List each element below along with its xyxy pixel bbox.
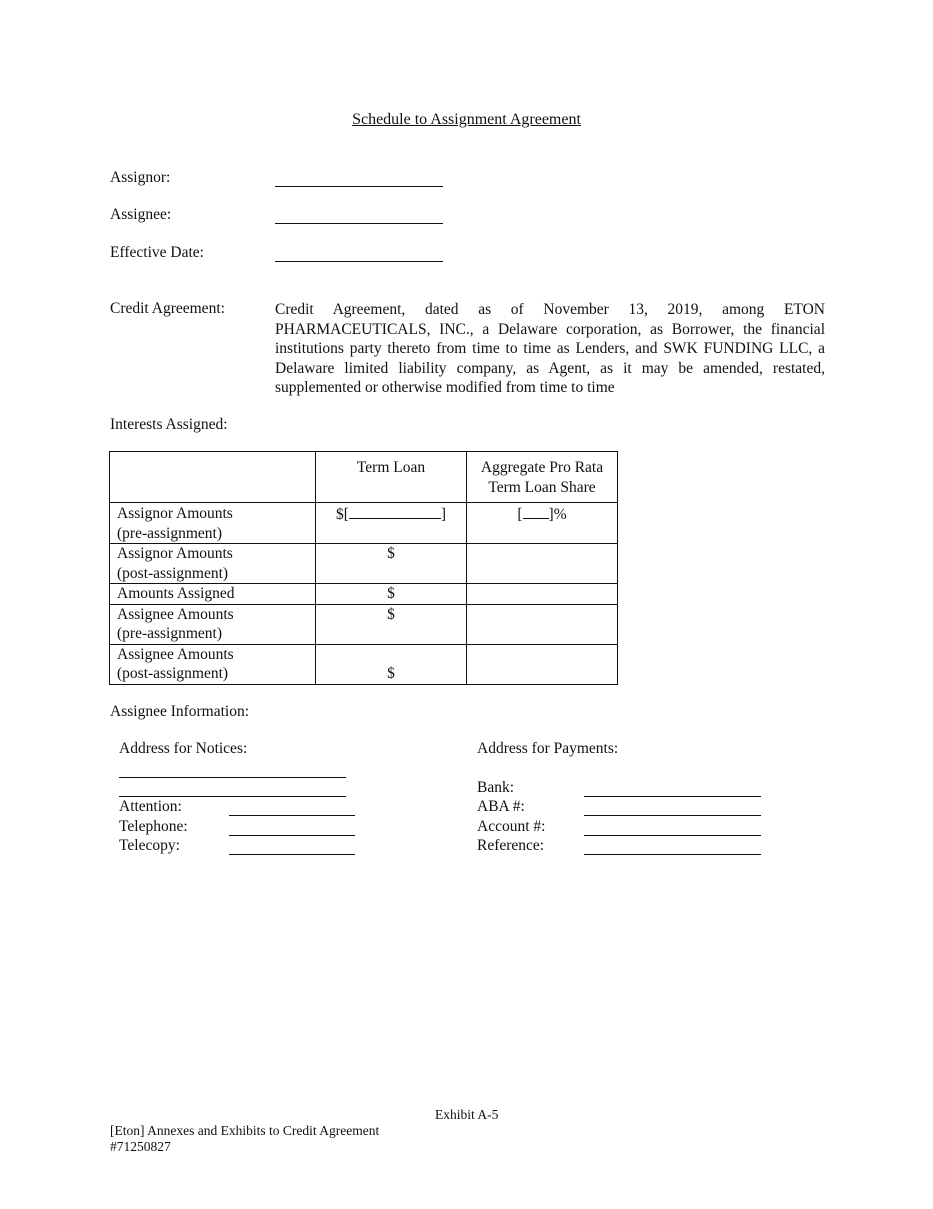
row-label — [110, 604, 316, 644]
header-blank — [110, 452, 316, 503]
header-term-loan: Term Loan — [316, 452, 467, 503]
table-row — [110, 644, 618, 684]
effective-date-label: Effective Date: — [110, 244, 204, 261]
table-row — [110, 544, 618, 584]
account-field[interactable] — [584, 835, 761, 836]
table-row — [110, 503, 618, 544]
account-label: Account #: — [477, 818, 546, 835]
assignee-field[interactable] — [275, 223, 443, 224]
exhibit-number: Exhibit A-5 — [435, 1107, 499, 1122]
term-loan-cell[interactable]: $ — [316, 584, 467, 605]
footer-doc-name: [Eton] Annexes and Exhibits to Credit Agreement — [110, 1123, 380, 1138]
share-cell[interactable] — [467, 584, 618, 605]
table-header-row — [110, 452, 618, 503]
page-title: Schedule to Assignment Agreement — [352, 111, 581, 128]
attention-label: Attention: — [119, 798, 182, 815]
share-cell[interactable] — [467, 644, 618, 684]
aba-label: ABA #: — [477, 798, 525, 815]
assignor-label: Assignor: — [110, 169, 171, 186]
share-cell[interactable] — [467, 604, 618, 644]
effective-date-field[interactable] — [275, 261, 443, 262]
bank-field[interactable] — [584, 796, 761, 797]
footer-doc-number: #71250827 — [110, 1139, 171, 1154]
notices-address-line-2[interactable] — [119, 796, 346, 797]
share-cell[interactable] — [467, 503, 618, 544]
term-loan-cell[interactable]: $ — [316, 644, 467, 684]
term-loan-prefix: $[ — [335, 506, 349, 523]
row-label-line2: (post-assignment) — [117, 665, 229, 682]
row-label-line2: (pre-assignment) — [117, 524, 223, 542]
header-pro-rata-line1: Aggregate Pro Rata — [480, 459, 604, 476]
row-label-line1: Amounts Assigned — [117, 585, 235, 602]
interests-assigned-label: Interests Assigned: — [110, 416, 228, 433]
bank-label: Bank: — [477, 779, 515, 796]
row-label-line1: Assignee Amounts — [117, 645, 234, 663]
telephone-field[interactable] — [229, 835, 355, 836]
row-label-line1: Assignor Amounts — [117, 505, 233, 522]
aba-field[interactable] — [584, 815, 761, 816]
table-row — [110, 584, 618, 605]
telecopy-label: Telecopy: — [119, 837, 180, 854]
row-label — [110, 644, 316, 684]
assignor-field[interactable] — [275, 186, 443, 187]
assignee-label: Assignee: — [110, 206, 172, 223]
assignee-information-label: Assignee Information: — [110, 703, 250, 720]
notices-heading: Address for Notices: — [119, 740, 248, 757]
row-label-line1: Assignor Amounts — [117, 545, 233, 562]
header-pro-rata-line2: Term Loan Share — [488, 478, 596, 496]
reference-field[interactable] — [584, 854, 761, 855]
telephone-label: Telephone: — [119, 818, 188, 835]
attention-field[interactable] — [229, 815, 355, 816]
header-pro-rata-share — [467, 452, 618, 503]
row-label — [110, 544, 316, 584]
notices-address-line-1[interactable] — [119, 777, 346, 778]
row-label-line1: Assignee Amounts — [117, 605, 234, 623]
table-row — [110, 604, 618, 644]
term-loan-cell[interactable]: $ — [316, 604, 467, 644]
term-loan-blank[interactable] — [349, 504, 441, 519]
payments-heading: Address for Payments: — [477, 740, 619, 757]
interests-table — [109, 451, 618, 685]
reference-label: Reference: — [477, 837, 545, 854]
row-label-line2: (pre-assignment) — [117, 625, 223, 642]
row-label — [110, 584, 316, 605]
share-blank[interactable] — [523, 504, 549, 519]
share-cell[interactable] — [467, 544, 618, 584]
term-loan-cell[interactable]: $ — [316, 544, 467, 584]
credit-agreement-text: Credit Agreement, dated as of November 13, 2019, among ETON PHARMACEUTICALS, INC., a Delaware corporation, as Borrower, the financial institutions party thereto from time to time as Lenders, and SWK FUNDING LLC, a Delaware limited liability company, as Agent, as it may be amended, restated, supplemented or otherwise modified from time to time — [275, 301, 825, 396]
row-label-line2: (post-assignment) — [117, 564, 229, 582]
share-prefix: [ — [517, 506, 523, 523]
telecopy-field[interactable] — [229, 854, 355, 855]
share-suffix: ]% — [548, 506, 567, 523]
term-loan-cell[interactable] — [316, 503, 467, 544]
term-loan-suffix: ] — [440, 506, 447, 523]
row-label — [110, 503, 316, 544]
credit-agreement-label: Credit Agreement: — [110, 300, 225, 317]
